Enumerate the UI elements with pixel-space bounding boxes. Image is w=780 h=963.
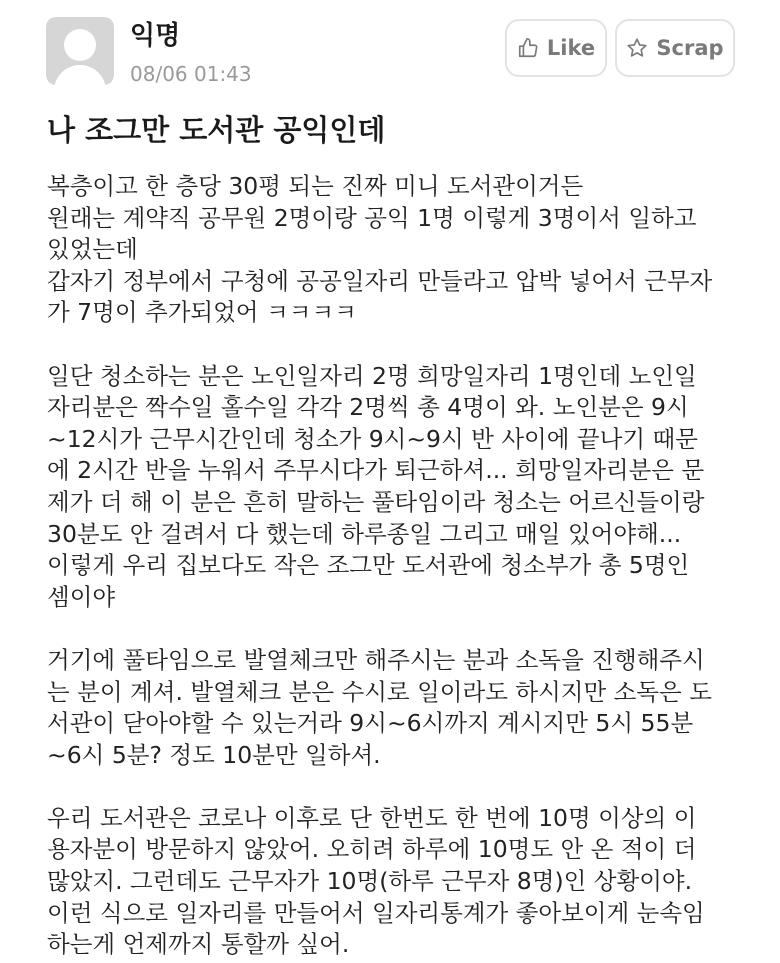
body-line: 제가 더 해 이 분은 흔히 말하는 풀타임이라 청소는 어르신들이랑 bbox=[47, 487, 705, 516]
body-line: 있었는데 bbox=[47, 235, 138, 264]
body-line: 많았지. 그런데도 근무자가 10명(하루 근무자 8명)인 상황이야. bbox=[47, 867, 693, 896]
body-line: 복층이고 한 층당 30평 되는 진짜 미니 도서관이거든 bbox=[47, 172, 584, 200]
body-line: 이렇게 우리 집보다도 작은 조그만 도서관에 청소부가 총 5명인 bbox=[47, 551, 690, 580]
avatar-body bbox=[54, 65, 106, 85]
body-blank-line bbox=[47, 329, 747, 361]
body-blank-line bbox=[47, 771, 747, 803]
body-line: ~6시 5분? 정도 10분만 일하셔. bbox=[47, 740, 381, 769]
body-line: ~12시가 근무시간인데 청소가 9시~9시 반 사이에 끝나기 때문 bbox=[47, 424, 698, 453]
body-line: 가 7명이 추가되었어 ㅋㅋㅋㅋ bbox=[47, 298, 357, 327]
body-line: 원래는 계약직 공무원 2명이랑 공익 1명 이렇게 3명이서 일하고 bbox=[47, 203, 697, 232]
body-line: 자리분은 짝수일 홀수일 각각 2명씩 총 4명이 와. 노인분은 9시 bbox=[47, 393, 689, 422]
avatar bbox=[46, 17, 114, 85]
post-title: 나 조그만 도서관 공익인데 bbox=[47, 113, 386, 147]
star-icon bbox=[626, 37, 648, 59]
body-line: 우리 도서관은 코로나 이후로 단 한번도 한 번에 10명 이상의 이 bbox=[47, 803, 697, 832]
body-line: 셈이야 bbox=[47, 582, 116, 611]
body-line: 이런 식으로 일자리를 만들어서 일자리통계가 좋아보이게 눈속임 bbox=[47, 898, 705, 927]
post-date: 08/06 01:43 bbox=[130, 62, 252, 86]
body-line: 30분도 안 걸려서 다 했는데 하루종일 그리고 매일 있어야해... bbox=[47, 519, 682, 548]
body-line: 에 2시간 반을 누워서 주무시다가 퇴근하셔... 희망일자리분은 문 bbox=[47, 456, 705, 485]
author-name: 익명 bbox=[130, 21, 181, 51]
body-line: 갑자기 정부에서 구청에 공공일자리 만들라고 압박 넣어서 근무자 bbox=[47, 266, 713, 295]
body-line: 일단 청소하는 분은 노인일자리 2명 희망일자리 1명인데 노인일 bbox=[47, 361, 697, 390]
body-line: 거기에 풀타임으로 발열체크만 해주시는 분과 소독을 진행해주시 bbox=[47, 645, 705, 674]
body-blank-line bbox=[47, 613, 747, 645]
body-line: 용자분이 방문하지 않았어. 오히려 하루에 10명도 안 온 적이 더 bbox=[47, 835, 697, 864]
avatar-head bbox=[64, 29, 96, 61]
scrap-button[interactable] bbox=[615, 19, 735, 77]
scrap-label: Scrap bbox=[656, 36, 724, 60]
like-button[interactable] bbox=[505, 19, 607, 77]
post-header bbox=[0, 0, 780, 100]
like-label: Like bbox=[546, 36, 596, 60]
body-line: 하는게 언제까지 통할까 싶어. bbox=[47, 930, 350, 959]
body-line: 는 분이 계셔. 발열체크 분은 수시로 일이라도 하시지만 소독은 도 bbox=[47, 677, 712, 706]
body-line: 서관이 닫아야할 수 있는거라 9시~6시까지 계시지만 5시 55분 bbox=[47, 709, 694, 738]
thumbs-up-icon bbox=[517, 37, 539, 59]
post-body bbox=[47, 171, 747, 961]
